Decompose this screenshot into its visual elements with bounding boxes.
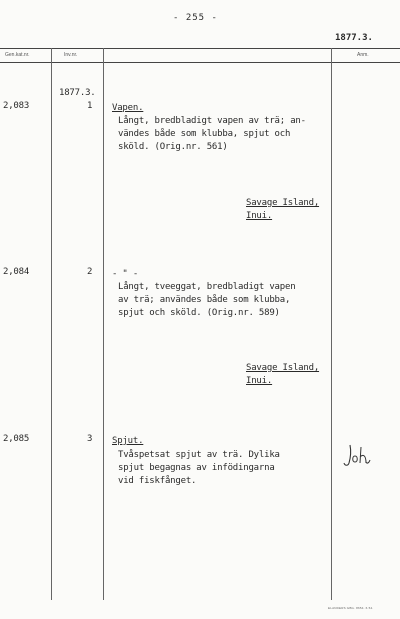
header-bottom-rule [0,62,400,63]
entry-description-line: Tvåspetsat spjut av trä. Dylika [118,450,280,460]
col-divider-3 [331,48,332,600]
entry-description-line: Långt, bredbladigt vapen av trä; an- [118,116,306,126]
entry-title: - " - [112,269,139,279]
entry-inv-number: 2 [87,267,93,277]
footer-printer-mark: ELANDERS GBG. 8654. 6.54. [328,606,374,610]
entry-inv-number: 3 [87,434,93,444]
entry-description-line: vid fiskfånget. [118,476,197,486]
handwritten-annotation [342,443,372,469]
page-number: - 255 - [173,13,218,23]
entry-description-line: vändes både som klubba, spjut och [118,129,291,139]
col-header-anm: Anm. [357,52,369,58]
entry-description-line: sköld. (Orig.nr. 561) [118,142,228,152]
header-top-rule [0,48,400,49]
col-divider-2 [103,48,104,600]
entry-gen-number: 2,083 [3,101,30,111]
entry-gen-number: 2,085 [3,434,30,444]
date-stamp: 1877.3. [335,33,373,43]
entry-place: Savage Island, [246,363,320,373]
entry-description-line: spjut begagnas av infödingarna [118,463,275,473]
entry-people: Inui. [246,211,273,221]
col-header-inv: Inv.nr. [64,52,78,58]
entry-gen-number: 2,084 [3,267,30,277]
entry-description-line: Långt, tveeggat, bredbladigt vapen [118,282,296,292]
col-divider-1 [51,48,52,600]
entry-title: Vapen. [112,103,144,113]
entry-description-line: av trä; användes både som klubba, [118,295,291,305]
col-header-gen-kat: Gen.kat.nr. [5,52,30,58]
group-date: 1877.3. [59,88,96,98]
entry-inv-number: 1 [87,101,93,111]
entry-place: Savage Island, [246,198,320,208]
entry-people: Inui. [246,376,273,386]
entry-description-line: spjut och sköld. (Orig.nr. 589) [118,308,280,318]
entry-title: Spjut. [112,436,144,446]
